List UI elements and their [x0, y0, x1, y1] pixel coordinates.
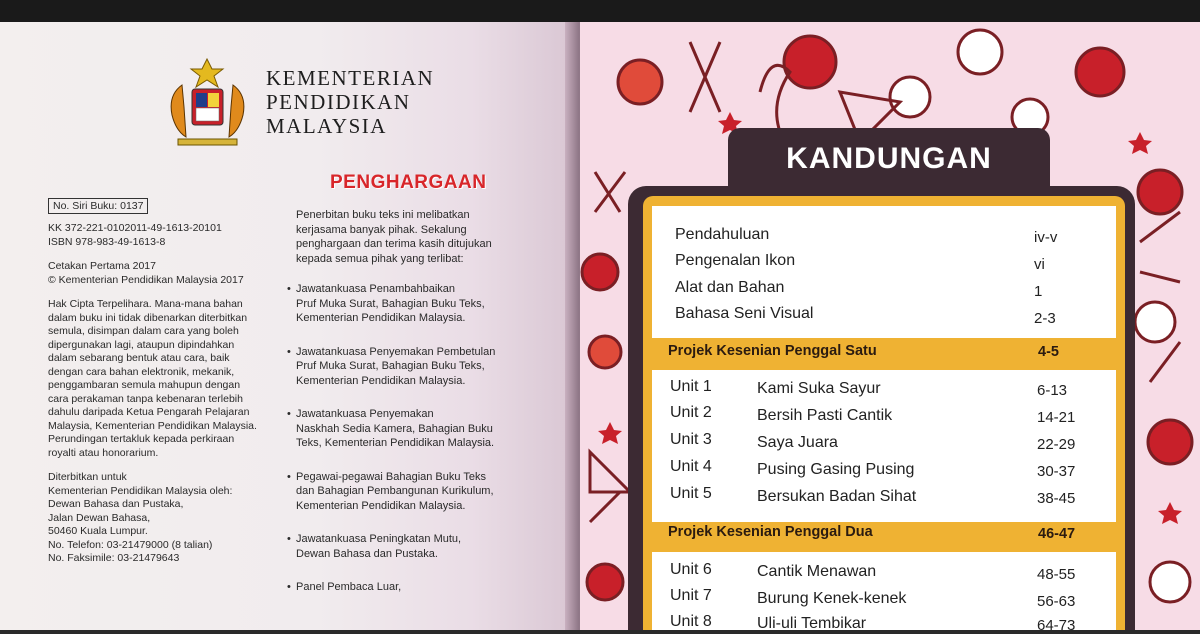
ack-intro-line: penghargaan dan terima kasih ditujukan [296, 238, 492, 250]
unit-number: Unit 8 [670, 613, 712, 630]
unit-page: 22-29 [1037, 436, 1076, 453]
unit-number: Unit 7 [670, 587, 712, 604]
rights-line: cara perakaman tanpa kebenaran terlebih [48, 392, 243, 405]
term-band-label: Projek Kesenian Penggal Dua [668, 524, 873, 540]
acknowledgement-body [296, 208, 561, 614]
left-page [0, 22, 575, 630]
ack-intro-line: kerjasama banyak pihak. Sekalung [296, 223, 467, 236]
isbn: ISBN 978-983-49-1613-8 [48, 235, 166, 248]
toc-page: vi [1034, 256, 1045, 273]
photo-top-edge [0, 0, 1200, 22]
rights-line: dengan cara bahan elektronik, mekanik, [48, 365, 235, 378]
unit-title: Cantik Menawan [757, 563, 877, 580]
rights-line: semula, disimpan dalam cara yang boleh [48, 325, 239, 337]
ack-line: Kementerian Pendidikan Malaysia. [296, 374, 466, 387]
unit-number: Unit 4 [670, 458, 712, 475]
unit-title: Bersukan Badan Sihat [757, 488, 917, 505]
rights-line: dalam buku ini tidak dibenarkan diterbitkan [48, 311, 248, 324]
toc-page: 1 [1034, 283, 1043, 300]
edition: Cetakan Pertama 2017 [48, 260, 156, 272]
unit-title: Bersih Pasti Cantik [757, 407, 893, 424]
unit-title: Uli-uli Tembikar [757, 615, 867, 632]
ack-line: Dewan Bahasa dan Pustaka. [296, 547, 438, 560]
unit-page: 56-63 [1037, 593, 1076, 610]
ministry-name [266, 66, 434, 138]
ack-line: Kementerian Pendidikan Malaysia. [296, 312, 466, 324]
ack-line: Kementerian Pendidikan Malaysia. [296, 499, 466, 512]
ack-line: • Jawatankuasa Penyemakan Pembetulan [296, 345, 496, 358]
unit-page: 48-55 [1037, 566, 1076, 583]
ack-line: • Panel Pembaca Luar, [296, 581, 402, 593]
coat-of-arms-icon [160, 55, 255, 150]
rights-line: penggambaran semula mahupun dengan [48, 379, 241, 391]
ack-line: Naskhah Sedia Kamera, Bahagian Buku [296, 422, 493, 435]
unit-title: Saya Juara [757, 434, 838, 451]
unit-number: Unit 3 [670, 431, 712, 448]
ministry-line: PENDIDIKAN [266, 90, 411, 114]
toc-label: Bahasa Seni Visual [675, 305, 814, 322]
publisher-info [48, 471, 273, 566]
rights-line: Malaysia, Kementerian Pendidikan Malaysia. [48, 419, 257, 432]
unit-title: Kami Suka Sayur [757, 380, 881, 397]
rights-line: Perundingan tertakluk kepada perkiraan [48, 433, 235, 445]
ack-item [296, 282, 561, 326]
publisher-line: Diterbitkan untuk [48, 471, 127, 483]
ack-intro [296, 208, 561, 266]
ack-intro-line: Penerbitan buku teks ini melibatkan [296, 209, 470, 221]
publisher-line: Kementerian Pendidikan Malaysia oleh: [48, 484, 233, 497]
ack-intro-line: kepada semua pihak yang terlibat: [296, 252, 464, 265]
toc-page: iv-v [1034, 229, 1058, 246]
publisher-line: Dewan Bahasa dan Pustaka, [48, 498, 184, 510]
unit-number: Unit 6 [670, 561, 712, 578]
term-band-page: 46-47 [1038, 526, 1076, 542]
ack-list [296, 282, 561, 595]
ack-item [296, 345, 561, 389]
rights-line: dahulu daripada Ketua Pengarah Pelajaran [48, 406, 250, 418]
ack-line: • Jawatankuasa Penambahbaikan [296, 283, 456, 295]
ack-line: • Jawatankuasa Penyemakan [296, 408, 434, 420]
ack-item [296, 470, 561, 514]
unit-page: 6-13 [1037, 382, 1068, 399]
ack-line: dan Bahagian Pembangunan Kurikulum, [296, 485, 494, 497]
term-band-label: Projek Kesenian Penggal Satu [668, 343, 877, 359]
ack-item [296, 407, 561, 451]
unit-number: Unit 1 [670, 378, 712, 395]
ministry-line: KEMENTERIAN [266, 66, 435, 90]
rights-line: Hak Cipta Terpelihara. Mana-mana bahan [48, 298, 243, 310]
ack-item [296, 532, 561, 561]
toc-page: 2-3 [1034, 310, 1056, 327]
contents-title: KANDUNGAN [786, 142, 992, 175]
unit-title: Pusing Gasing Pusing [757, 461, 915, 478]
term-band-page: 4-5 [1038, 344, 1059, 360]
toc-label: Alat dan Bahan [675, 279, 785, 296]
publication-info [48, 222, 273, 577]
ministry-line: MALAYSIA [266, 114, 387, 138]
toc-label: Pendahuluan [675, 226, 770, 243]
rights-line: dalam sebarang bentuk atau cara, baik [48, 352, 230, 364]
rights-line: royalti atau honorarium. [48, 446, 159, 459]
ack-line: • Jawatankuasa Peningkatan Mutu, [296, 533, 462, 545]
publisher-line: 50460 Kuala Lumpur. [48, 525, 148, 537]
copyright: © Kementerian Pendidikan Malaysia 2017 [48, 273, 244, 286]
unit-page: 14-21 [1037, 409, 1076, 426]
unit-page: 64-73 [1037, 617, 1076, 634]
serial-number: No. Siri Buku: 0137 [48, 198, 148, 214]
publisher-line: No. Faksimile: 03-21479643 [48, 552, 180, 564]
publisher-line: Jalan Dewan Bahasa, [48, 511, 151, 524]
toc-label: Pengenalan Ikon [675, 252, 796, 269]
kk-number: KK 372-221-0102011-49-1613-20101 [48, 222, 222, 234]
unit-page: 30-37 [1037, 463, 1076, 480]
ack-line: • Pegawai-pegawai Bahagian Buku Teks [296, 470, 486, 483]
unit-number: Unit 2 [670, 404, 712, 421]
ack-line: Pruf Muka Surat, Bahagian Buku Teks, [296, 360, 485, 372]
ack-line: Teks, Kementerian Pendidikan Malaysia. [296, 437, 495, 449]
rights-notice [48, 298, 273, 460]
ack-line: Pruf Muka Surat, Bahagian Buku Teks, [296, 297, 485, 310]
unit-page: 38-45 [1037, 490, 1076, 507]
ack-item [296, 580, 561, 595]
unit-number: Unit 5 [670, 485, 712, 502]
acknowledgement-heading: PENGHARGAAN [330, 172, 487, 193]
unit-title: Burung Kenek-kenek [757, 590, 907, 607]
publisher-line: No. Telefon: 03-21479000 (8 talian) [48, 538, 213, 551]
rights-line: dipergunakan lagi, ataupun dipindahkan [48, 338, 235, 351]
